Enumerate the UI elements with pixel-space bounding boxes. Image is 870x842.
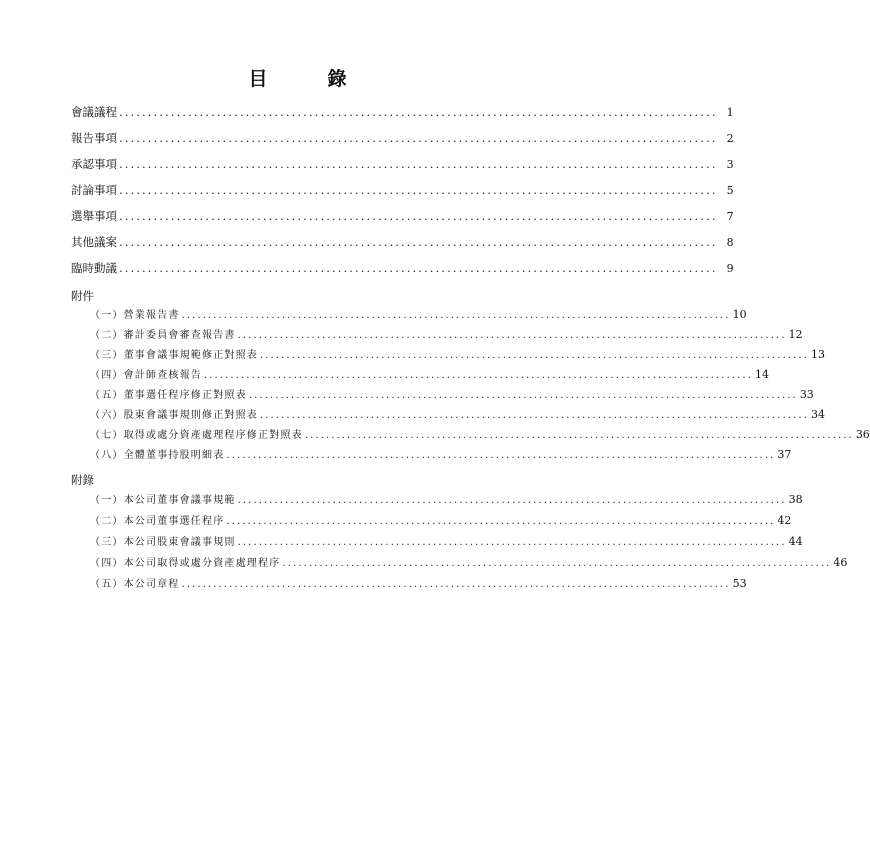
dot-leader: ........................................................................................................	[226, 450, 776, 461]
toc-entry[interactable]	[71, 156, 734, 172]
dot-leader: ........................................................................................................	[119, 183, 718, 197]
dot-leader: ........................................................................................................	[119, 131, 718, 145]
toc-entry-page: 8	[726, 236, 734, 249]
dot-leader: ........................................................................................................	[304, 430, 854, 441]
toc-entry-label: 報告事項	[71, 131, 117, 145]
toc-sub-entry-page: 42	[777, 514, 792, 527]
toc-sub-entry[interactable]	[90, 555, 848, 571]
toc-sub-entry-label: （七）取得或處分資產處理程序修正對照表	[90, 430, 303, 441]
dot-leader: ........................................................................................................	[119, 261, 718, 275]
toc-entry[interactable]	[71, 208, 734, 224]
toc-sub-entry[interactable]	[90, 427, 870, 443]
toc-sub-entry-page: 44	[788, 535, 803, 548]
toc-entry-page: 3	[726, 158, 734, 171]
toc-sub-entry[interactable]	[90, 513, 792, 529]
title-char-1: 目	[248, 68, 268, 90]
dot-leader: ........................................................................................................	[237, 330, 787, 341]
toc-sub-entry[interactable]	[90, 447, 792, 463]
dot-leader: ........................................................................................................	[119, 157, 718, 171]
toc-sub-entry-label: （四）會計師查核報告	[90, 370, 202, 381]
title-char-2: 錄	[327, 68, 347, 90]
toc-entry[interactable]	[71, 130, 734, 146]
toc-sub-entry[interactable]	[90, 307, 747, 323]
dot-leader: ........................................................................................................	[119, 235, 718, 249]
toc-sub-entry-page: 46	[833, 556, 848, 569]
toc-entry-label: 其他議案	[71, 235, 117, 249]
toc-sub-entry-page: 34	[811, 408, 825, 421]
toc-entry-label: 會議議程	[71, 105, 117, 119]
dot-leader: ........................................................................................................	[260, 410, 809, 421]
toc-entry[interactable]	[71, 234, 734, 250]
toc-sub-entry-label: （五）董事選任程序修正對照表	[90, 390, 247, 401]
dot-leader: ........................................................................................................	[181, 310, 731, 321]
toc-sub-entry-page: 10	[732, 308, 747, 321]
dot-leader: ........................................................................................................	[204, 370, 753, 381]
toc-sub-entry-label: （一）營業報告書	[90, 310, 180, 321]
toc-sub-entry-label: （四）本公司取得或處分資產處理程序	[90, 558, 281, 569]
attachments-heading: 附件	[71, 289, 94, 303]
toc-sub-entry-page: 33	[799, 388, 814, 401]
dot-leader: ........................................................................................................	[282, 558, 832, 569]
toc-sub-entry[interactable]	[90, 534, 803, 550]
dot-leader: ........................................................................................................	[237, 537, 787, 548]
toc-sub-entry-page: 14	[755, 368, 769, 381]
toc-entry-page: 1	[726, 106, 734, 119]
toc-sub-entry[interactable]	[90, 407, 825, 423]
toc-sub-entry-label: （二）本公司董事選任程序	[90, 516, 225, 527]
toc-sub-entry-page: 38	[788, 493, 803, 506]
toc-sub-entry-label: （三）本公司股東會議事規則	[90, 537, 236, 548]
toc-entry-label: 承認事項	[71, 157, 117, 171]
toc-sub-entry[interactable]	[90, 327, 803, 343]
toc-sub-entry[interactable]	[90, 347, 825, 363]
page-title	[0, 64, 595, 91]
toc-entry-page: 5	[726, 184, 734, 197]
dot-leader: ........................................................................................................	[226, 516, 776, 527]
dot-leader: ........................................................................................................	[260, 350, 809, 361]
toc-entry-page: 7	[726, 210, 734, 223]
toc-entry-page: 2	[726, 132, 734, 145]
toc-entry[interactable]	[71, 182, 734, 198]
toc-sub-entry-page: 36	[855, 428, 870, 441]
toc-sub-entry-label: （三）董事會議事規範修正對照表	[90, 350, 258, 361]
toc-sub-entry[interactable]	[90, 492, 803, 508]
toc-sub-entry-label: （六）股東會議事規則修正對照表	[90, 410, 258, 421]
toc-sub-entry[interactable]	[90, 367, 769, 383]
dot-leader: ........................................................................................................	[237, 495, 787, 506]
toc-entry-label: 討論事項	[71, 183, 117, 197]
toc-entry[interactable]	[71, 260, 734, 276]
toc-sub-entry[interactable]	[90, 387, 814, 403]
toc-sub-entry-label: （二）審計委員會審查報告書	[90, 330, 236, 341]
toc-entry[interactable]	[71, 104, 734, 120]
dot-leader: ........................................................................................................	[248, 390, 798, 401]
toc-sub-entry-page: 12	[788, 328, 803, 341]
toc-sub-entry-label: （一）本公司董事會議事規範	[90, 495, 236, 506]
toc-entry-page: 9	[726, 262, 734, 275]
dot-leader: ........................................................................................................	[119, 105, 718, 119]
toc-sub-entry-label: （五）本公司章程	[90, 579, 180, 590]
toc-sub-entry-page: 53	[732, 577, 747, 590]
dot-leader: ........................................................................................................	[119, 209, 718, 223]
toc-sub-entry-page: 13	[811, 348, 825, 361]
toc-sub-entry-label: （八）全體董事持股明細表	[90, 450, 225, 461]
toc-sub-entry[interactable]	[90, 576, 747, 592]
dot-leader: ........................................................................................................	[181, 579, 731, 590]
toc-entry-label: 選舉事項	[71, 209, 117, 223]
toc-entry-label: 臨時動議	[71, 261, 117, 275]
appendix-heading: 附錄	[71, 473, 94, 487]
toc-sub-entry-page: 37	[777, 448, 792, 461]
